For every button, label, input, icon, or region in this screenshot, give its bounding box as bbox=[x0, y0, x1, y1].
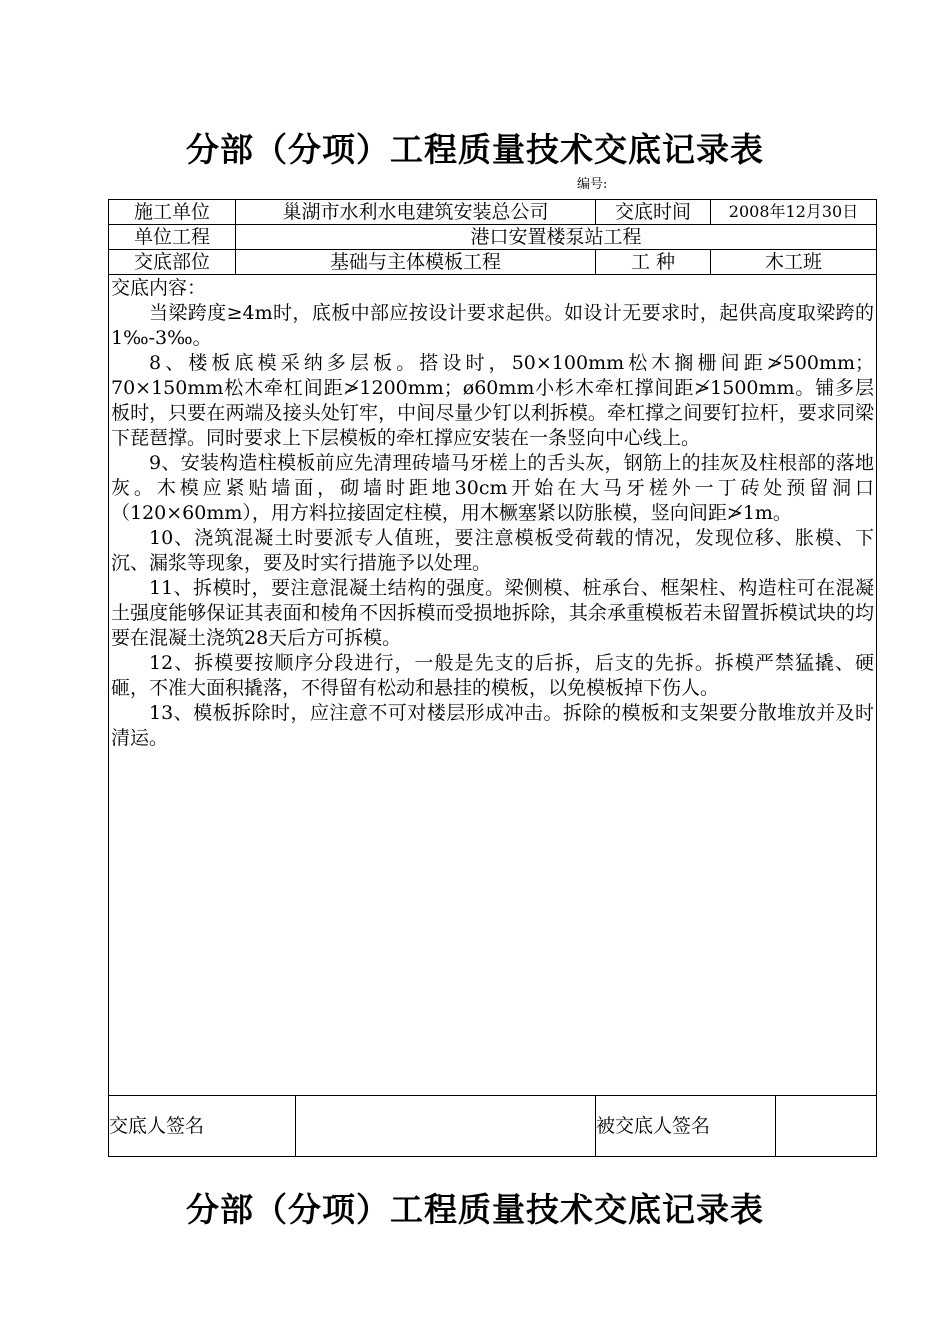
content-paragraph: 10、浇筑混凝土时要派专人值班，要注意模板受荷载的情况，发现位移、胀模、下沉、漏浆等现象，要及时实行措施予以处理。 bbox=[111, 527, 875, 574]
form-row-signatures bbox=[109, 1096, 877, 1157]
disclosure-part-value: 基础与主体模板工程 bbox=[236, 250, 596, 275]
content-paragraph: 8、楼板底模采纳多层板。搭设时，50×100mm松木搁栅间距≯500mm；70×150mm松木牵杠间距≯1200mm；ø60mm小杉木牵杠撑间距≯1500mm。铺多层板时，只要在两端及接头处钉牢，中间尽量少钉以利拆模。牵杠撑之间要钉拉杆，要求同梁下琵琶撑。同时要求上下层模板的牵杠撑应安装在一条竖向中心线上。 bbox=[111, 352, 875, 449]
unit-project-label: 单位工程 bbox=[109, 225, 236, 250]
form-row-content bbox=[109, 275, 877, 1096]
page-title-repeat: 分部（分项）工程质量技术交底记录表 bbox=[186, 1190, 764, 1229]
construction-unit-value: 巢湖市水利水电建筑安装总公司 bbox=[236, 200, 596, 225]
trade-label: 工 种 bbox=[596, 250, 711, 275]
page-title: 分部（分项）工程质量技术交底记录表 bbox=[186, 130, 764, 169]
content-paragraph: 11、拆模时，要注意混凝土结构的强度。梁侧模、桩承台、框架柱、构造柱可在混凝土强度能够保证其表面和棱角不因拆模而受损地拆除，其余承重模板若未留置拆模试块的均要在混凝土浇筑28天后方可拆模。 bbox=[111, 577, 875, 649]
discloser-signature-label: 交底人签名 bbox=[109, 1096, 296, 1157]
disclosure-time-value: 2008年12月30日 bbox=[711, 200, 877, 225]
discloser-signature-field[interactable] bbox=[296, 1096, 596, 1157]
construction-unit-label: 施工单位 bbox=[109, 200, 236, 225]
disclosure-content bbox=[109, 275, 876, 751]
content-paragraph: 9、安装构造柱模板前应先清理砖墙马牙槎上的舌头灰，钢筋上的挂灰及柱根部的落地灰。木模应紧贴墙面，砌墙时距地30cm开始在大马牙槎外一丁砖处预留洞口（120×60mm），用方料拉接固定柱模，用木橛塞紧以防胀模，竖向间距≯1m。 bbox=[111, 452, 875, 524]
form-row-construction-unit bbox=[109, 200, 877, 225]
content-paragraph: 12、拆模要按顺序分段进行，一般是先支的后拆，后支的先拆。拆模严禁猛撬、硬砸，不准大面积撬落，不得留有松动和悬挂的模板，以免模板掉下伤人。 bbox=[111, 652, 875, 699]
content-label: 交底内容： bbox=[111, 277, 207, 299]
trade-value: 木工班 bbox=[711, 250, 877, 275]
unit-project-value: 港口安置楼泵站工程 bbox=[236, 225, 877, 250]
content-paragraph: 当梁跨度≥4m时，底板中部应按设计要求起供。如设计无要求时，起供高度取梁跨的1‰-3‰。 bbox=[111, 302, 875, 349]
receiver-signature-field[interactable] bbox=[776, 1096, 877, 1157]
disclosure-content-cell bbox=[109, 275, 877, 1096]
form-row-disclosure-part bbox=[109, 250, 877, 275]
receiver-signature-label: 被交底人签名 bbox=[596, 1096, 776, 1157]
form-row-unit-project bbox=[109, 225, 877, 250]
disclosure-form-table bbox=[108, 199, 877, 1157]
disclosure-part-label: 交底部位 bbox=[109, 250, 236, 275]
disclosure-time-label: 交底时间 bbox=[596, 200, 711, 225]
serial-number-label: 编号: bbox=[577, 177, 608, 192]
content-paragraph: 13、模板拆除时，应注意不可对楼层形成冲击。拆除的模板和支架要分散堆放并及时清运。 bbox=[111, 702, 875, 749]
